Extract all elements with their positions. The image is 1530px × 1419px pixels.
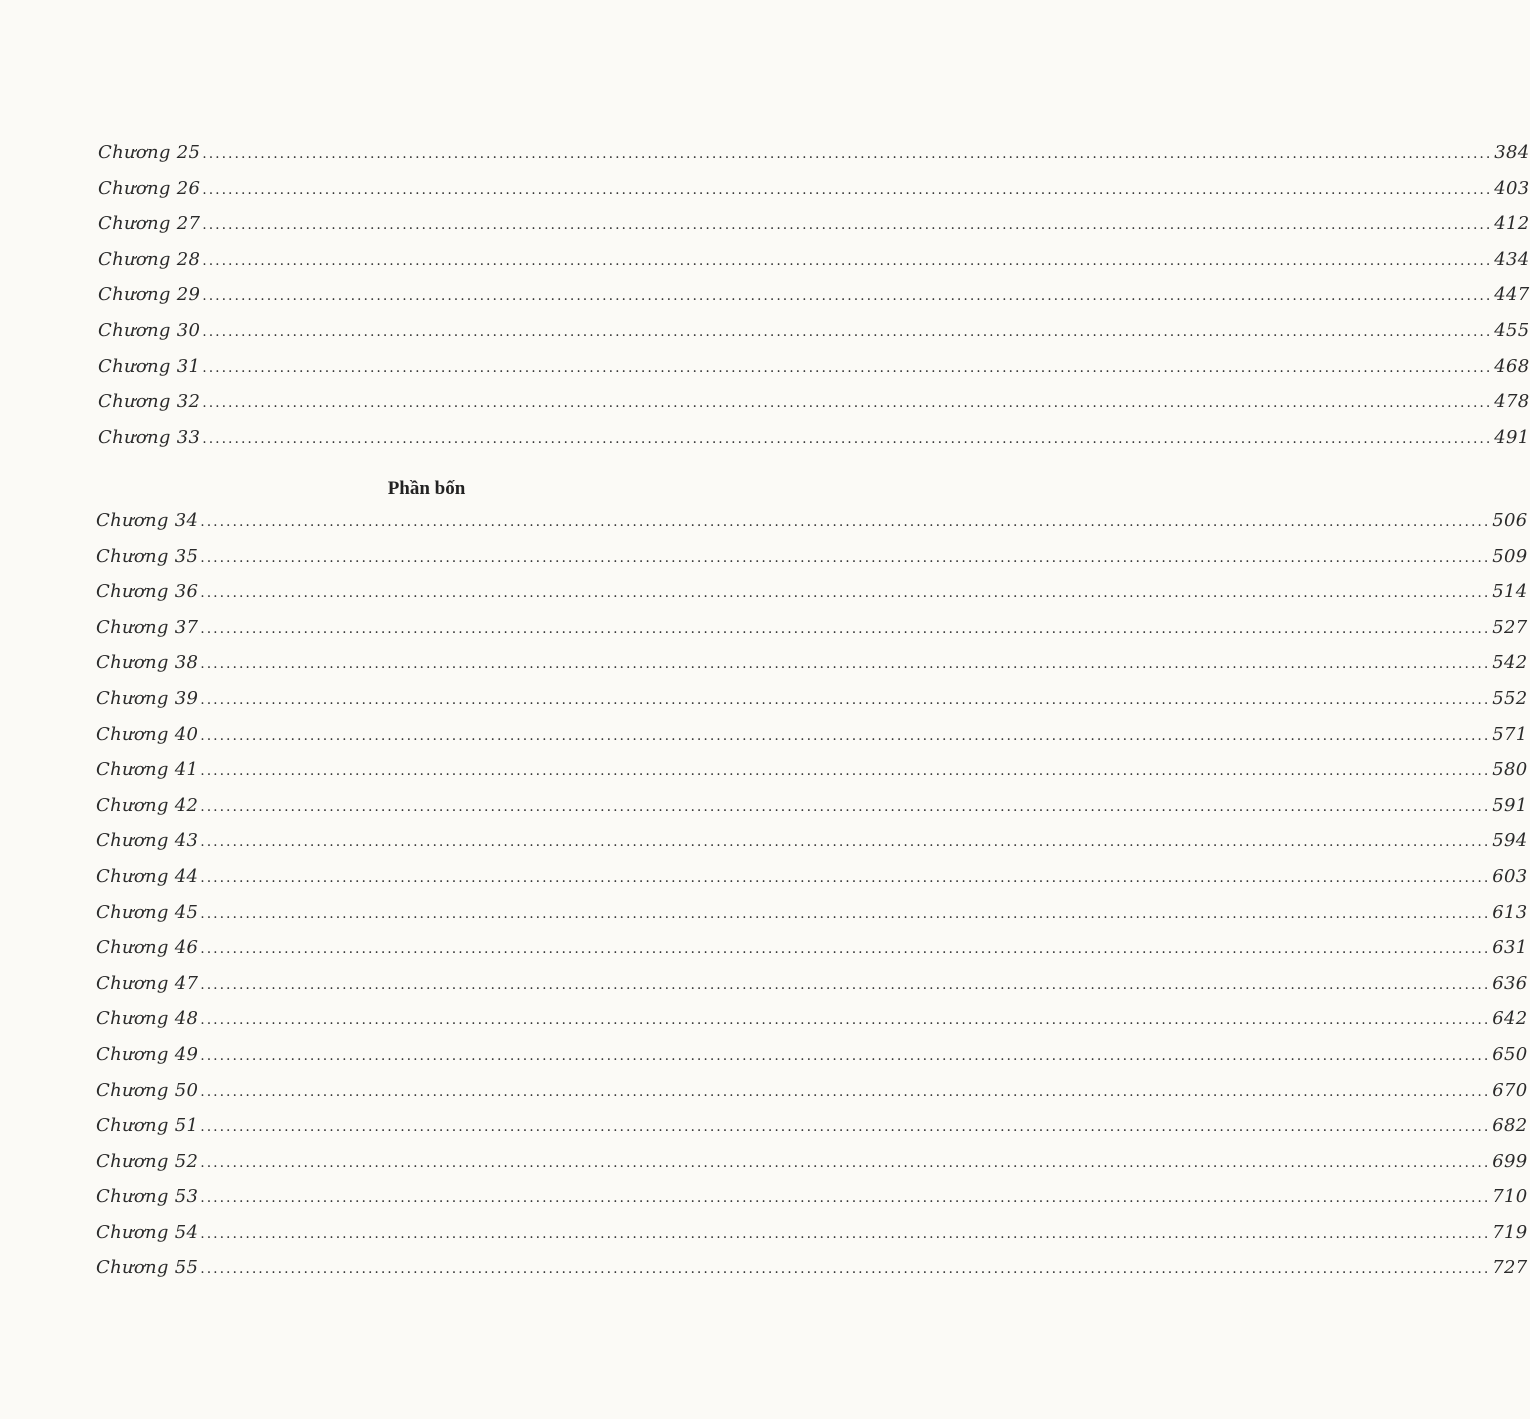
toc-entry[interactable] bbox=[96, 1186, 1528, 1222]
toc-entry-page: 412 bbox=[1494, 213, 1530, 235]
toc-leader-dots: ........................................................................................................................................................................................................ bbox=[202, 430, 1493, 447]
toc-entry-page: 403 bbox=[1494, 177, 1530, 199]
toc-leader-dots: ........................................................................................................................................................................................................ bbox=[200, 1154, 1491, 1171]
toc-leader-dots: ........................................................................................................................................................................................................ bbox=[202, 252, 1493, 269]
toc-entry-label: Chương 50 bbox=[96, 1079, 199, 1101]
toc-entry[interactable] bbox=[96, 1008, 1528, 1044]
toc-leader-dots: ........................................................................................................................................................................................................ bbox=[202, 288, 1493, 305]
toc-leader-dots: ........................................................................................................................................................................................................ bbox=[200, 1261, 1491, 1278]
toc-leader-dots: ........................................................................................................................................................................................................ bbox=[200, 656, 1491, 673]
toc-entry[interactable] bbox=[96, 794, 1528, 831]
toc-entry-page: 603 bbox=[1492, 865, 1528, 887]
toc-leader-dots: ........................................................................................................................................................................................................ bbox=[200, 1047, 1491, 1064]
toc-entry-page: 506 bbox=[1492, 510, 1528, 531]
toc-entry-page: 527 bbox=[1492, 616, 1528, 638]
toc-entry-page: 699 bbox=[1492, 1150, 1528, 1172]
toc-leader-dots: ........................................................................................................................................................................................................ bbox=[200, 905, 1491, 922]
toc-entry-label: Chương 30 bbox=[98, 319, 201, 341]
toc-leader-dots: ........................................................................................................................................................................................................ bbox=[200, 620, 1491, 637]
toc-entry-page: 580 bbox=[1492, 759, 1528, 781]
toc-entry-page: 468 bbox=[1494, 355, 1530, 377]
toc-entry-page: 384 bbox=[1494, 142, 1530, 163]
toc-entry-page: 727 bbox=[1492, 1257, 1528, 1279]
toc-entry-page: 591 bbox=[1492, 794, 1528, 816]
toc-entry-label: Chương 26 bbox=[98, 177, 201, 199]
toc-entry[interactable] bbox=[98, 248, 1530, 285]
toc-entry[interactable] bbox=[96, 830, 1528, 866]
toc-leader-dots: ........................................................................................................................................................................................................ bbox=[200, 514, 1491, 530]
toc-entry[interactable] bbox=[98, 426, 1530, 463]
toc-entry-page: 719 bbox=[1492, 1221, 1528, 1243]
toc-entry-label: Chương 52 bbox=[96, 1150, 199, 1172]
toc-entry-label: Chương 32 bbox=[98, 391, 201, 413]
toc-entry[interactable] bbox=[96, 510, 1528, 546]
toc-entry-label: Chương 48 bbox=[96, 1008, 199, 1030]
toc-entry-page: 594 bbox=[1492, 830, 1528, 852]
toc-leader-dots: ........................................................................................................................................................................................................ bbox=[200, 549, 1491, 566]
toc-entry-label: Chương 39 bbox=[96, 687, 199, 709]
toc-entry-label: Chương 37 bbox=[96, 616, 199, 638]
toc-leader-dots: ........................................................................................................................................................................................................ bbox=[202, 146, 1493, 162]
toc-leader-dots: ........................................................................................................................................................................................................ bbox=[200, 1083, 1491, 1100]
toc-leader-dots: ........................................................................................................................................................................................................ bbox=[200, 691, 1491, 708]
toc-entry-label: Chương 40 bbox=[96, 723, 199, 745]
toc-entry-label: Chương 47 bbox=[96, 972, 199, 994]
toc-entry[interactable] bbox=[96, 1150, 1528, 1187]
toc-entry-page: 514 bbox=[1492, 581, 1528, 603]
toc-entry[interactable] bbox=[96, 937, 1528, 973]
toc-leader-dots: ........................................................................................................................................................................................................ bbox=[200, 1190, 1491, 1207]
toc-entry-page: 682 bbox=[1492, 1115, 1528, 1137]
toc-entry-label: Chương 41 bbox=[96, 759, 199, 781]
toc-entry-label: Chương 46 bbox=[96, 937, 199, 959]
toc-entry-label: Chương 43 bbox=[96, 830, 199, 852]
toc-leader-dots: ........................................................................................................................................................................................................ bbox=[200, 585, 1491, 602]
toc-entry[interactable] bbox=[98, 391, 1530, 427]
toc-entry-page: 670 bbox=[1492, 1079, 1528, 1101]
toc-entry-label: Chương 36 bbox=[96, 581, 199, 603]
toc-entry[interactable] bbox=[96, 1257, 1528, 1293]
toc-leader-dots: ........................................................................................................................................................................................................ bbox=[200, 976, 1491, 993]
toc-leader-dots: ........................................................................................................................................................................................................ bbox=[202, 359, 1493, 376]
toc-list-part-three bbox=[98, 142, 1530, 462]
toc-entry[interactable] bbox=[96, 723, 1528, 760]
toc-entry-page: 491 bbox=[1494, 426, 1530, 448]
toc-leader-dots: ........................................................................................................................................................................................................ bbox=[200, 1119, 1491, 1136]
toc-entry[interactable] bbox=[96, 616, 1528, 653]
toc-entry-label: Chương 49 bbox=[96, 1043, 199, 1065]
toc-leader-dots: ........................................................................................................................................................................................................ bbox=[202, 395, 1493, 412]
toc-entry[interactable] bbox=[98, 177, 1530, 214]
toc-leader-dots: ........................................................................................................................................................................................................ bbox=[200, 941, 1491, 958]
toc-entry[interactable] bbox=[96, 1115, 1528, 1151]
toc-entry[interactable] bbox=[96, 1079, 1528, 1116]
toc-entry[interactable] bbox=[96, 972, 1528, 1009]
toc-entry-label: Chương 27 bbox=[98, 213, 201, 235]
toc-entry-page: 631 bbox=[1492, 937, 1528, 959]
toc-entry-page: 642 bbox=[1492, 1008, 1528, 1030]
toc-entry[interactable] bbox=[98, 284, 1530, 320]
toc-entry-label: Chương 33 bbox=[98, 426, 201, 448]
toc-leader-dots: ........................................................................................................................................................................................................ bbox=[200, 727, 1491, 744]
toc-entry-label: Chương 42 bbox=[96, 794, 199, 816]
toc-entry-label: Chương 45 bbox=[96, 901, 199, 923]
toc-leader-dots: ........................................................................................................................................................................................................ bbox=[200, 763, 1491, 780]
toc-entry-page: 542 bbox=[1492, 652, 1528, 674]
toc-leader-dots: ........................................................................................................................................................................................................ bbox=[202, 217, 1493, 234]
toc-leader-dots: ........................................................................................................................................................................................................ bbox=[200, 834, 1491, 851]
toc-leader-dots: ........................................................................................................................................................................................................ bbox=[200, 1225, 1491, 1242]
toc-entry[interactable] bbox=[96, 1043, 1528, 1080]
toc-entry-page: 636 bbox=[1492, 972, 1528, 994]
toc-entry-label: Chương 29 bbox=[98, 284, 201, 306]
toc-entry[interactable] bbox=[98, 142, 1530, 178]
toc-entry-page: 571 bbox=[1492, 723, 1528, 745]
toc-leader-dots: ........................................................................................................................................................................................................ bbox=[200, 1012, 1491, 1029]
toc-entry-label: Chương 34 bbox=[96, 510, 199, 531]
toc-entry[interactable] bbox=[96, 901, 1528, 938]
toc-entry-label: Chương 53 bbox=[96, 1186, 199, 1208]
toc-entry-label: Chương 28 bbox=[98, 248, 201, 270]
toc-entry-label: Chương 38 bbox=[96, 652, 199, 674]
toc-entry-page: 552 bbox=[1492, 687, 1528, 709]
toc-leader-dots: ........................................................................................................................................................................................................ bbox=[200, 798, 1491, 815]
toc-entry-label: Chương 51 bbox=[96, 1115, 199, 1137]
toc-entry-page: 613 bbox=[1492, 901, 1528, 923]
toc-leader-dots: ........................................................................................................................................................................................................ bbox=[200, 869, 1491, 886]
toc-entry-page: 455 bbox=[1494, 319, 1530, 341]
toc-entry[interactable] bbox=[96, 545, 1528, 582]
toc-entry[interactable] bbox=[96, 1221, 1528, 1258]
toc-leader-dots: ........................................................................................................................................................................................................ bbox=[202, 323, 1493, 340]
toc-entry-label: Chương 44 bbox=[96, 865, 199, 887]
toc-entry-page: 447 bbox=[1494, 284, 1530, 306]
toc-entry-label: Chương 55 bbox=[96, 1257, 199, 1279]
toc-entry-page: 478 bbox=[1494, 391, 1530, 413]
toc-entry-label: Chương 31 bbox=[98, 355, 201, 377]
toc-entry-page: 434 bbox=[1494, 248, 1530, 270]
toc-entry-page: 710 bbox=[1492, 1186, 1528, 1208]
toc-leader-dots: ........................................................................................................................................................................................................ bbox=[202, 181, 1493, 198]
toc-entry[interactable] bbox=[96, 581, 1528, 617]
toc-entry[interactable] bbox=[96, 687, 1528, 724]
toc-entry-label: Chương 54 bbox=[96, 1221, 199, 1243]
toc-entry[interactable] bbox=[98, 355, 1530, 392]
toc-entry[interactable] bbox=[98, 213, 1530, 249]
toc-entry[interactable] bbox=[96, 652, 1528, 688]
toc-entry[interactable] bbox=[96, 865, 1528, 902]
toc-entry[interactable] bbox=[96, 759, 1528, 795]
toc-list-part-four bbox=[96, 510, 1528, 1293]
toc-entry-page: 509 bbox=[1492, 545, 1528, 567]
toc-entry-label: Chương 25 bbox=[98, 142, 201, 163]
section-title-part-four: Phần bốn bbox=[387, 478, 466, 499]
toc-entry[interactable] bbox=[98, 319, 1530, 356]
toc-entry-page: 650 bbox=[1492, 1043, 1528, 1065]
toc-entry-label: Chương 35 bbox=[96, 545, 199, 567]
